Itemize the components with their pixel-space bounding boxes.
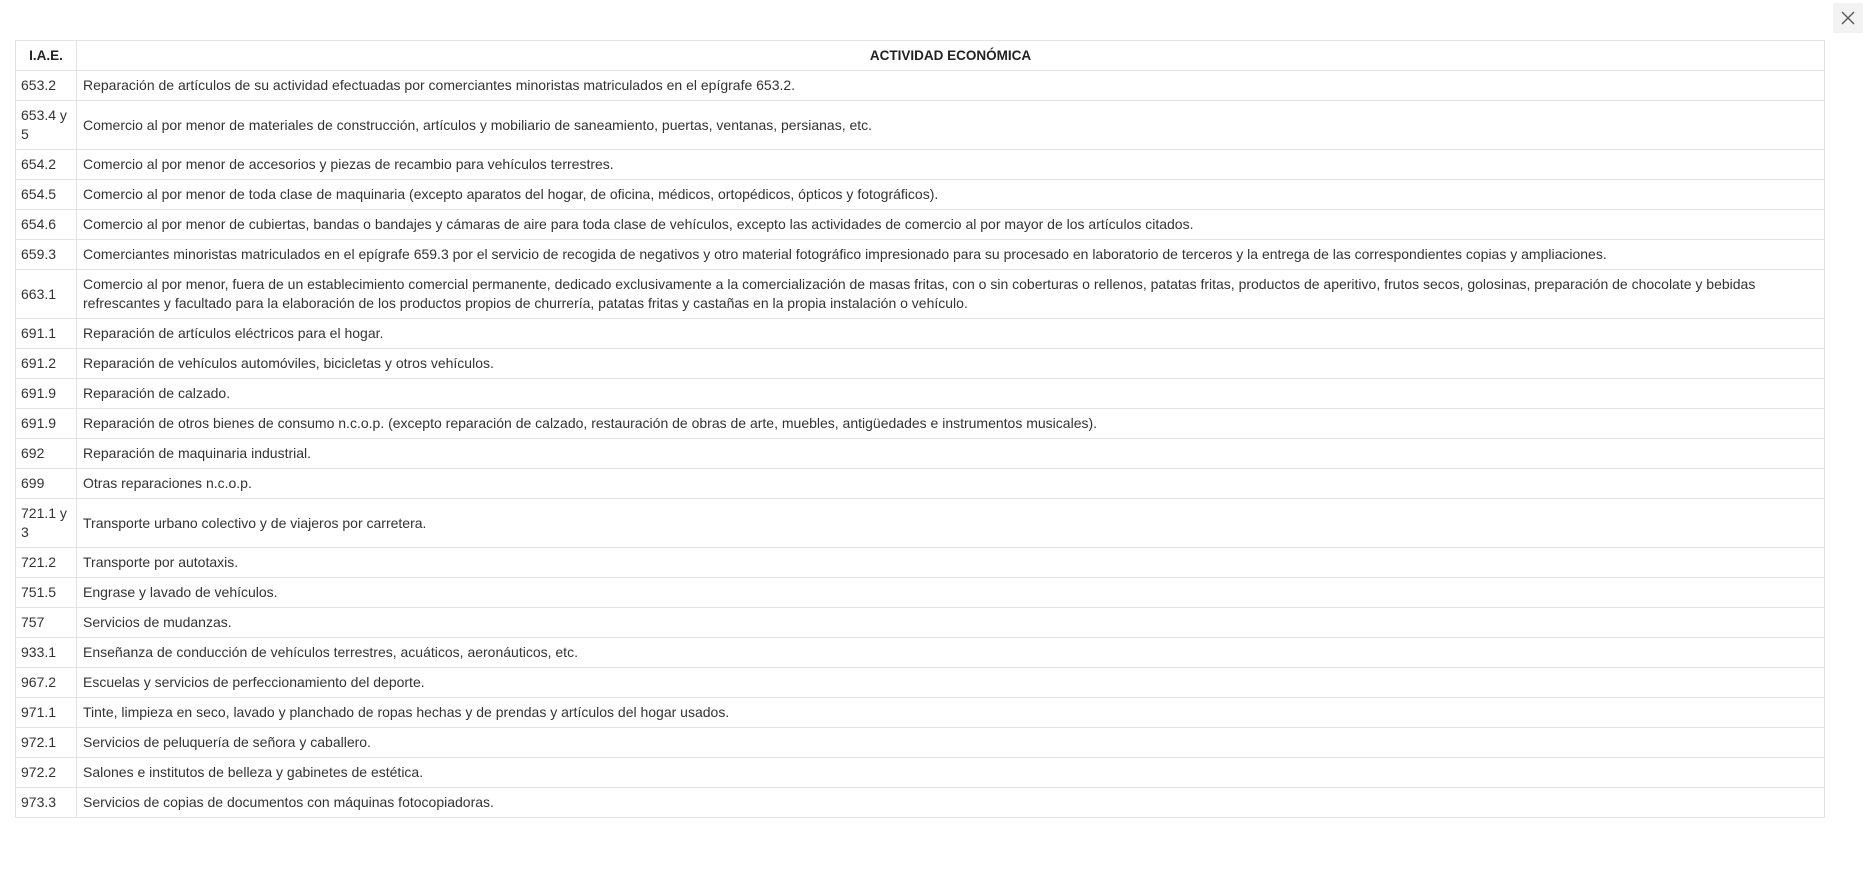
table-row bbox=[16, 469, 1825, 499]
iae-code-cell: 653.2 bbox=[16, 71, 77, 101]
activity-description-cell: Tinte, limpieza en seco, lavado y planchado de ropas hechas y de prendas y artículos del hogar usados. bbox=[77, 698, 1825, 728]
activity-description-cell: Comercio al por menor de cubiertas, bandas o bandajes y cámaras de aire para toda clase de vehículos, excepto las actividades de comercio al por mayor de los artículos citados. bbox=[77, 210, 1825, 240]
activities-table-container bbox=[15, 40, 1825, 818]
table-row bbox=[16, 499, 1825, 548]
table-row bbox=[16, 150, 1825, 180]
table-row bbox=[16, 698, 1825, 728]
iae-code-cell: 654.5 bbox=[16, 180, 77, 210]
table-row bbox=[16, 758, 1825, 788]
iae-code-cell: 972.1 bbox=[16, 728, 77, 758]
activity-description-cell: Escuelas y servicios de perfeccionamiento del deporte. bbox=[77, 668, 1825, 698]
table-row bbox=[16, 638, 1825, 668]
activity-description-cell: Comercio al por menor de accesorios y piezas de recambio para vehículos terrestres. bbox=[77, 150, 1825, 180]
table-row bbox=[16, 788, 1825, 818]
table-row bbox=[16, 240, 1825, 270]
iae-code-cell: 971.1 bbox=[16, 698, 77, 728]
iae-code-cell: 691.9 bbox=[16, 409, 77, 439]
activity-description-cell: Salones e institutos de belleza y gabinetes de estética. bbox=[77, 758, 1825, 788]
table-row bbox=[16, 270, 1825, 319]
table-body bbox=[16, 71, 1825, 818]
iae-code-cell: 699 bbox=[16, 469, 77, 499]
iae-code-cell: 654.2 bbox=[16, 150, 77, 180]
table-row bbox=[16, 319, 1825, 349]
table-row bbox=[16, 409, 1825, 439]
iae-code-cell: 663.1 bbox=[16, 270, 77, 319]
table-row bbox=[16, 210, 1825, 240]
table-row bbox=[16, 101, 1825, 150]
iae-code-cell: 691.9 bbox=[16, 379, 77, 409]
iae-code-cell: 691.2 bbox=[16, 349, 77, 379]
header-code: I.A.E. bbox=[16, 41, 77, 71]
activity-description-cell: Transporte urbano colectivo y de viajeros por carretera. bbox=[77, 499, 1825, 548]
activity-description-cell: Transporte por autotaxis. bbox=[77, 548, 1825, 578]
table-header-row bbox=[16, 41, 1825, 71]
iae-code-cell: 691.1 bbox=[16, 319, 77, 349]
table-row bbox=[16, 728, 1825, 758]
iae-code-cell: 751.5 bbox=[16, 578, 77, 608]
table-row bbox=[16, 379, 1825, 409]
activity-description-cell: Engrase y lavado de vehículos. bbox=[77, 578, 1825, 608]
table-row bbox=[16, 578, 1825, 608]
iae-code-cell: 972.2 bbox=[16, 758, 77, 788]
activity-description-cell: Reparación de otros bienes de consumo n.c.o.p. (excepto reparación de calzado, restauración de obras de arte, muebles, antigüedades e instrumentos musicales). bbox=[77, 409, 1825, 439]
activity-description-cell: Comercio al por menor, fuera de un establecimiento comercial permanente, dedicado exclusivamente a la comercialización de masas fritas, con o sin coberturas o rellenos, patatas fritas, productos de aperitivo, frutos secos, golosinas, preparación de chocolate y bebidas refrescantes y facultado para la elaboración de los productos propios de churrería, patatas fritas y castañas en la propia instalación o vehículo. bbox=[77, 270, 1825, 319]
table-row bbox=[16, 548, 1825, 578]
activity-description-cell: Servicios de mudanzas. bbox=[77, 608, 1825, 638]
activity-description-cell: Reparación de maquinaria industrial. bbox=[77, 439, 1825, 469]
iae-code-cell: 973.3 bbox=[16, 788, 77, 818]
table-row bbox=[16, 439, 1825, 469]
iae-code-cell: 721.2 bbox=[16, 548, 77, 578]
activity-description-cell: Otras reparaciones n.c.o.p. bbox=[77, 469, 1825, 499]
table-row bbox=[16, 71, 1825, 101]
activity-description-cell: Servicios de peluquería de señora y caballero. bbox=[77, 728, 1825, 758]
iae-code-cell: 967.2 bbox=[16, 668, 77, 698]
activity-description-cell: Reparación de vehículos automóviles, bicicletas y otros vehículos. bbox=[77, 349, 1825, 379]
activities-table bbox=[15, 40, 1825, 818]
activity-description-cell: Reparación de artículos eléctricos para el hogar. bbox=[77, 319, 1825, 349]
iae-code-cell: 659.3 bbox=[16, 240, 77, 270]
header-activity: ACTIVIDAD ECONÓMICA bbox=[77, 41, 1825, 71]
iae-code-cell: 692 bbox=[16, 439, 77, 469]
iae-code-cell: 933.1 bbox=[16, 638, 77, 668]
iae-code-cell: 721.1 y 3 bbox=[16, 499, 77, 548]
activity-description-cell: Enseñanza de conducción de vehículos terrestres, acuáticos, aeronáuticos, etc. bbox=[77, 638, 1825, 668]
iae-code-cell: 653.4 y 5 bbox=[16, 101, 77, 150]
activity-description-cell: Comerciantes minoristas matriculados en el epígrafe 659.3 por el servicio de recogida de negativos y otro material fotográfico impresionado para su procesado en laboratorio de terceros y la entrega de las correspondientes copias y ampliaciones. bbox=[77, 240, 1825, 270]
table-row bbox=[16, 180, 1825, 210]
activity-description-cell: Servicios de copias de documentos con máquinas fotocopiadoras. bbox=[77, 788, 1825, 818]
close-button[interactable] bbox=[1833, 3, 1863, 33]
close-icon bbox=[1841, 11, 1855, 25]
table-row bbox=[16, 349, 1825, 379]
activity-description-cell: Reparación de calzado. bbox=[77, 379, 1825, 409]
iae-code-cell: 654.6 bbox=[16, 210, 77, 240]
activity-description-cell: Comercio al por menor de toda clase de maquinaria (excepto aparatos del hogar, de oficina, médicos, ortopédicos, ópticos y fotográficos). bbox=[77, 180, 1825, 210]
iae-code-cell: 757 bbox=[16, 608, 77, 638]
table-row bbox=[16, 608, 1825, 638]
table-row bbox=[16, 668, 1825, 698]
activity-description-cell: Reparación de artículos de su actividad efectuadas por comerciantes minoristas matriculados en el epígrafe 653.2. bbox=[77, 71, 1825, 101]
activity-description-cell: Comercio al por menor de materiales de construcción, artículos y mobiliario de saneamiento, puertas, ventanas, persianas, etc. bbox=[77, 101, 1825, 150]
